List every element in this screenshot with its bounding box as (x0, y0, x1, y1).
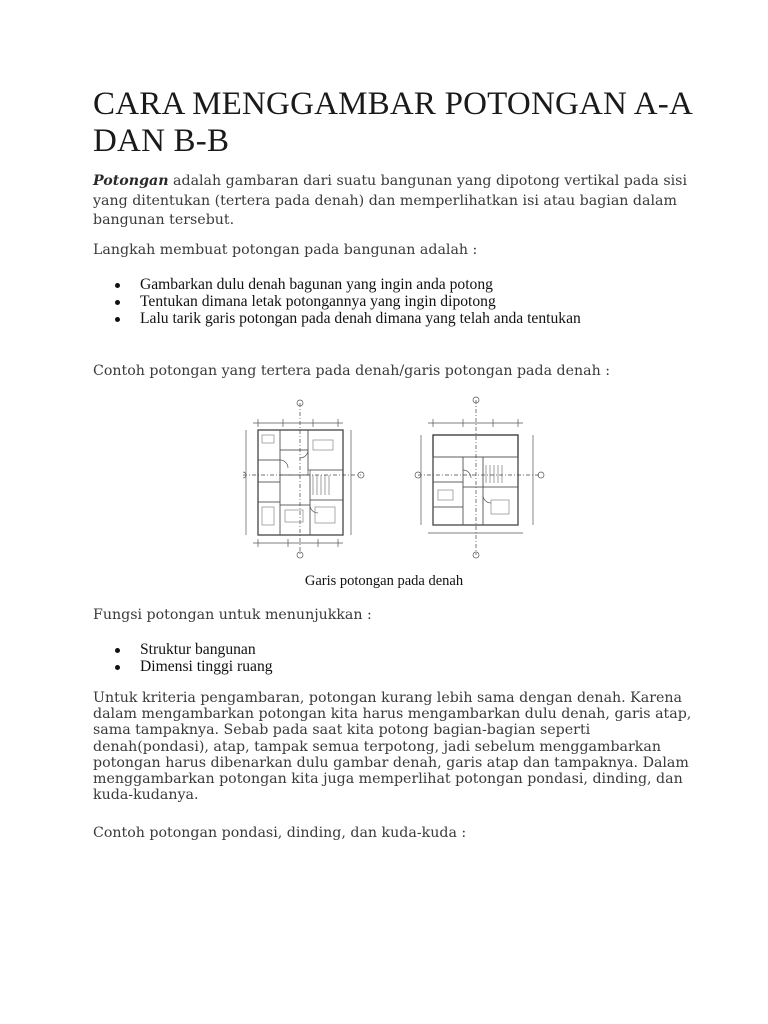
left-floor-plan (243, 400, 364, 558)
function-heading: Fungsi potongan untuk menunjukkan : (93, 607, 372, 623)
list-item: Dimensi tinggi ruang (93, 658, 693, 675)
criteria-paragraph: Untuk kriteria pengambaran, potongan kurang lebih sama dengan denah. Karena dalam mengambarkan potongan kita harus mengambarkan dulu denah, garis atap, sama tampaknya. Sebab pada saat kita potong bagian-bagian seperti denah(pondasi), atap, tampak semua terpotong, jadi sebelum menggambarkan potongan harus dibenarkan dulu gambar denah, garis atap dan tampaknya. Dalam menggambarkan potongan kita juga memperlihat potongan pondasi, dinding, dan kuda-kudanya. (93, 690, 692, 804)
example-heading: Contoh potongan yang tertera pada denah/garis potongan pada denah : (93, 363, 611, 379)
list-item: Tentukan dimana letak potongannya yang ingin dipotong (93, 293, 693, 310)
bullet-icon (115, 300, 120, 305)
right-floor-plan (415, 397, 544, 558)
bullet-icon (115, 665, 120, 670)
list-item: Gambarkan dulu denah bagunan yang ingin anda potong (93, 276, 693, 293)
floor-plan-figure (243, 395, 623, 560)
list-item: Lalu tarik garis potongan pada denah dimana yang telah anda tentukan (93, 310, 693, 327)
intro-paragraph (93, 172, 693, 231)
functions-list (93, 641, 693, 675)
closing-heading: Contoh potongan pondasi, dinding, dan kuda-kuda : (93, 825, 467, 841)
bullet-icon (115, 317, 120, 322)
steps-heading: Langkah membuat potongan pada bangunan adalah : (93, 242, 478, 258)
steps-list (93, 276, 693, 327)
bullet-icon (115, 283, 120, 288)
list-item: Struktur bangunan (93, 641, 693, 658)
intro-text: adalah gambaran dari suatu bangunan yang dipotong vertikal pada sisi yang ditentukan (tertera pada denah) dan memperlihatkan isi atau bagian dalam bangunan tersebut. (93, 173, 688, 228)
intro-term: Potongan (93, 173, 169, 189)
bullet-icon (115, 648, 120, 653)
figure-caption: Garis potongan pada denah (304, 573, 464, 589)
page-title: CARA MENGGAMBAR POTONGAN A-A DAN B-B (93, 86, 692, 159)
